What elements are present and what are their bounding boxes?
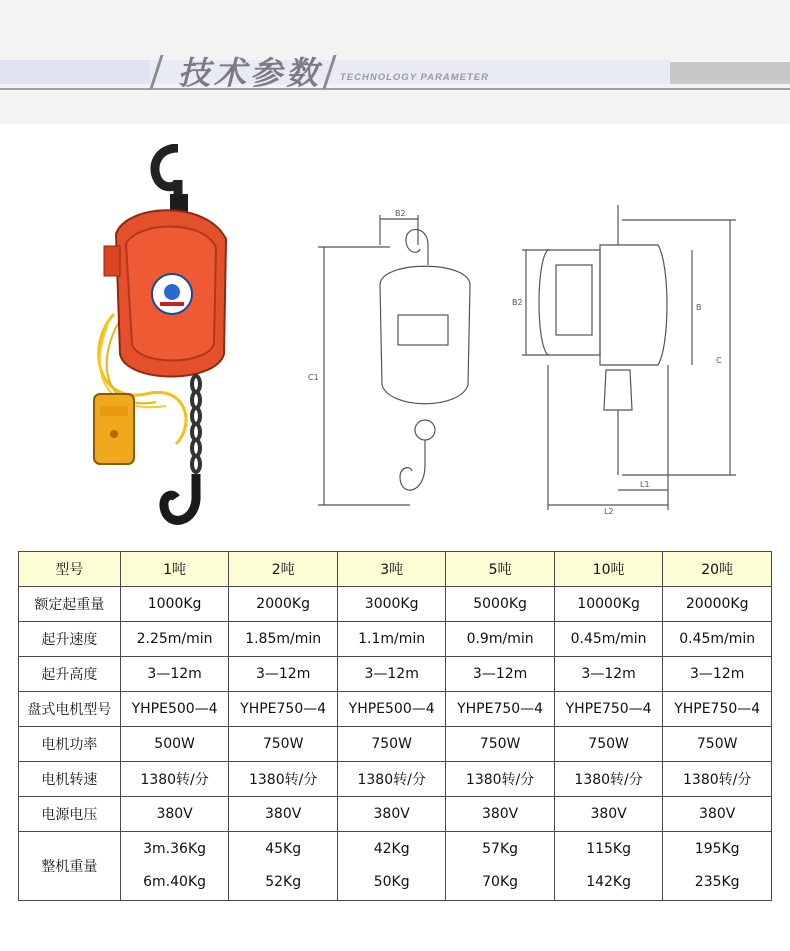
cell-line: 235Kg: [694, 874, 740, 890]
table-cell: 1380转/分: [337, 762, 445, 797]
table-row: [19, 587, 772, 622]
table-row: [19, 727, 772, 762]
table-cell: YHPE500—4: [337, 692, 445, 727]
table-cell: 1380转/分: [229, 762, 338, 797]
table-cell: 3—12m: [554, 657, 663, 692]
table-cell: [120, 832, 229, 901]
cell-line: 142Kg: [586, 874, 631, 890]
table-cell: 10000Kg: [554, 587, 663, 622]
table-cell: 380V: [120, 797, 229, 832]
table-header-cell: 2吨: [229, 552, 338, 587]
dim-label-b2: B2: [395, 209, 406, 218]
table-cell: YHPE750—4: [446, 692, 554, 727]
row-label: 起升速度: [19, 622, 121, 657]
table-cell: 3—12m: [446, 657, 554, 692]
dim-label-c: C: [716, 356, 722, 365]
table-row: [19, 622, 772, 657]
row-label: 起升高度: [19, 657, 121, 692]
table-cell: YHPE750—4: [554, 692, 663, 727]
table-cell: 20000Kg: [663, 587, 772, 622]
table-cell: 2.25m/min: [120, 622, 229, 657]
table-cell: 380V: [554, 797, 663, 832]
table-cell: YHPE500—4: [120, 692, 229, 727]
table-cell: [446, 832, 554, 901]
section-subtitle: TECHNOLOGY PARAMETER: [340, 72, 489, 83]
table-row: [19, 657, 772, 692]
table-header-cell: 5吨: [446, 552, 554, 587]
row-label: 电机功率: [19, 727, 121, 762]
table-header-cell: 20吨: [663, 552, 772, 587]
table-cell: 750W: [229, 727, 338, 762]
table-cell: 5000Kg: [446, 587, 554, 622]
row-label: 电机转速: [19, 762, 121, 797]
table-cell: YHPE750—4: [663, 692, 772, 727]
banner-stripe: [0, 60, 150, 84]
table-cell: 1000Kg: [120, 587, 229, 622]
hoist-photo: [86, 144, 246, 544]
table-cell: 1380转/分: [120, 762, 229, 797]
spec-table: [18, 551, 772, 901]
table-cell: 380V: [229, 797, 338, 832]
table-cell: 0.9m/min: [446, 622, 554, 657]
table-cell: 750W: [446, 727, 554, 762]
dim-label-b: B: [696, 303, 702, 312]
table-cell: YHPE750—4: [229, 692, 338, 727]
table-header-cell: 10吨: [554, 552, 663, 587]
table-cell: 3000Kg: [337, 587, 445, 622]
table-cell: [554, 832, 663, 901]
table-header-row: [19, 552, 772, 587]
table-cell: 380V: [337, 797, 445, 832]
table-header-cell: 1吨: [120, 552, 229, 587]
table-cell: 0.45m/min: [663, 622, 772, 657]
table-cell: 2000Kg: [229, 587, 338, 622]
banner-stripe: [670, 62, 790, 84]
table-cell: 750W: [554, 727, 663, 762]
table-cell: [229, 832, 338, 901]
table-cell: 750W: [337, 727, 445, 762]
table-cell: 0.45m/min: [554, 622, 663, 657]
table-cell: 1.1m/min: [337, 622, 445, 657]
table-cell: 1380转/分: [663, 762, 772, 797]
cell-line: 45Kg: [265, 841, 302, 857]
table-row: [19, 762, 772, 797]
cell-line: 52Kg: [265, 874, 302, 890]
table-row: [19, 692, 772, 727]
cell-line: 6m.40Kg: [143, 874, 207, 890]
cell-line: 42Kg: [373, 841, 410, 857]
dim-label-c1: C1: [308, 373, 319, 382]
row-label: 额定起重量: [19, 587, 121, 622]
cell-line: 57Kg: [482, 841, 519, 857]
cell-line: 195Kg: [694, 841, 740, 857]
row-label: 电源电压: [19, 797, 121, 832]
cell-line: 50Kg: [373, 874, 410, 890]
table-cell: 3—12m: [120, 657, 229, 692]
banner-rule: [0, 88, 790, 90]
table-cell: 3—12m: [337, 657, 445, 692]
row-label: 盘式电机型号: [19, 692, 121, 727]
section-title: 技术参数: [178, 54, 323, 92]
table-cell: 1380转/分: [446, 762, 554, 797]
header-banner: [0, 0, 790, 124]
table-cell: 750W: [663, 727, 772, 762]
table-cell: 380V: [663, 797, 772, 832]
table-cell: 500W: [120, 727, 229, 762]
table-cell: 1380转/分: [554, 762, 663, 797]
dim-label-b2-side: B2: [512, 298, 523, 307]
table-header-cell: 3吨: [337, 552, 445, 587]
dim-label-l2: L2: [604, 507, 614, 515]
dimension-drawing: [300, 205, 740, 515]
cell-line: 3m.36Kg: [143, 841, 207, 857]
table-cell: 380V: [446, 797, 554, 832]
table-cell: [337, 832, 445, 901]
table-cell: [663, 832, 772, 901]
row-label: 整机重量: [19, 832, 121, 901]
table-cell: 3—12m: [229, 657, 338, 692]
table-row: [19, 832, 772, 901]
cell-line: 70Kg: [482, 874, 519, 890]
table-header-cell: 型号: [19, 552, 121, 587]
table-row: [19, 797, 772, 832]
cell-line: 115Kg: [586, 841, 631, 857]
dim-label-l1: L1: [640, 480, 650, 489]
table-cell: 3—12m: [663, 657, 772, 692]
table-cell: 1.85m/min: [229, 622, 338, 657]
